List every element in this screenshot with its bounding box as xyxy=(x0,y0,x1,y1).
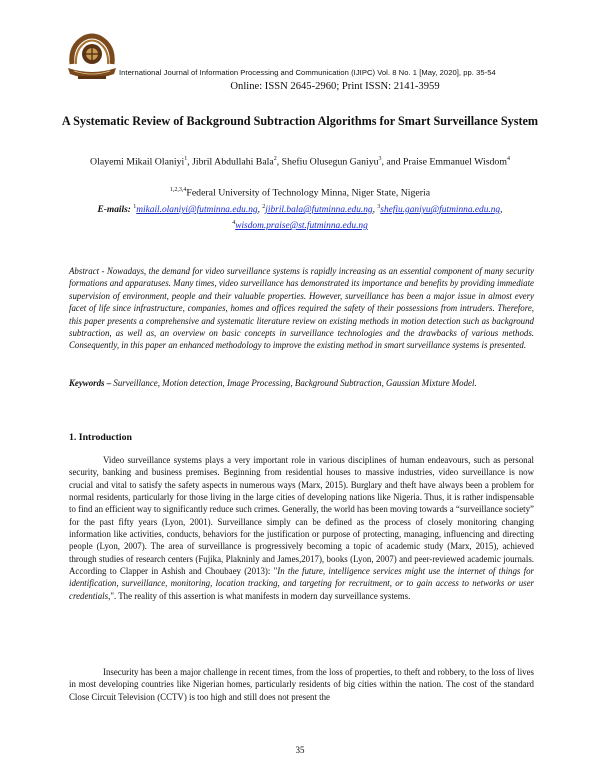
paragraph-text: ". The reality of this assertion is what manifests in modern day surveillance systems. xyxy=(110,590,411,601)
email-link[interactable]: mikail.olaniyi@futminna.edu.ng xyxy=(136,205,258,216)
email-superscript: 2 xyxy=(262,204,266,210)
author-superscript: 3 xyxy=(378,156,382,162)
author-name: Praise Emmanuel Wisdom xyxy=(403,156,507,168)
keywords xyxy=(69,377,534,389)
author-superscript: 1 xyxy=(184,156,188,162)
author-name: Jibril Abdullahi Bala xyxy=(192,156,274,168)
email-link[interactable]: jibril.bala@futminna.edu.ng xyxy=(265,205,373,216)
email-list: E-mails: $^1$mikail.olaniyi@futminna.edu.ng, $^2$jibril.bala@futminna.edu.ng, $^3$shefiu.ganiyu@futminna.edu.ng, $^4$wisdom.praise@st.futminna.edu.ng xyxy=(97,204,503,232)
email-link[interactable]: shefiu.ganiyu@futminna.edu.ng xyxy=(380,205,501,216)
body-paragraph xyxy=(69,454,534,602)
email-superscript: 1 xyxy=(133,204,137,210)
email-superscript: 4 xyxy=(232,220,236,227)
affiliation-superscript: 1,2,3,4 xyxy=(169,187,187,193)
keywords-text: Surveillance, Motion detection, Image Processing, Background Subtraction, Gaussian Mixture Model. xyxy=(113,378,477,388)
journal-citation-line: International Journal of Information Processing and Communication (IJIPC) Vol. 8 No. 1 [May, 2020], pp. 35-54 xyxy=(119,68,496,77)
emails-label: E-mails: xyxy=(97,205,131,216)
affiliation-text: Federal University of Technology Minna, Niger State, Nigeria xyxy=(186,187,431,199)
journal-seal-logo-icon xyxy=(66,30,118,84)
abstract: Abstract - Nowadays, the demand for video surveillance systems is rapidly increasing as an essential component of many security formations and apparatuses. Many times, video surveillance has demonstrated its importance and benefits by providing immediate supervision of environment, people and their valuable properties. However, surveillance has been a major issue in almost every facet of life since infrastructure, companies, homes and offices required the safety of their possessions from intruders. Therefore, this paper presents a comprehensive and systematic literature review on existing methods in motion detection such as background subtraction, as well as, an overview on basic concepts in surveillance technologies and the drawbacks of various methods. Consequently, in this paper an enhanced methodology to improve the existing method in smart surveillance systems is presented. xyxy=(69,266,534,351)
email-link[interactable]: wisdom.praise@st.futminna.edu.ng xyxy=(235,221,368,232)
section-heading: 1. Introduction xyxy=(69,432,132,443)
author-name: Shefiu Olusegun Ganiyu xyxy=(281,156,379,168)
page-number: 35 xyxy=(295,745,305,755)
affiliation xyxy=(0,187,600,198)
quoted-text: In the future, intelligence services might use the internet of things for identification, surveillance, monitoring, location tracking, and targeting for recruitment, or to gain access to networks or user credentials, xyxy=(69,566,534,601)
body-paragraph: Insecurity has been a major challenge in recent times, from the loss of properties, to theft and robbery, to the loss of lives in most developing countries like Nigerian homes, particularly residents of big cities within the nation. The cost of the standard Close Circuit Television (CCTV) is too high and still does not present the xyxy=(69,667,534,702)
author-superscript: 2 xyxy=(273,156,277,162)
paragraph-text: Video surveillance systems plays a very important role in various disciplines of human endeavours, such as personal security, banking and business premises. Beginning from residential houses to massive industries, video surveillance is now crucial and vital to satisfy the safety aspects in numerous ways (Marx, 2015). Burglary and theft have always been a problem for normal residents, particularly for those living in the large cities of developing nations like Nigeria. Thus, it is rather indispensable to find an efficient way to significantly reduce such crimes. Generally, the world has been moving towards a “surveillance society” for the past fifty years (Lyon, 2001). Surveillance simply can be defined as the process of closely monitoring changing information like activities, conducts, behaviors for the justification or purpose of protecting, managing, influencing and directing people (Lyon, 2007). The area of surveillance is progressively becoming a topic of academic study (Marx, 2015), achieved through studies of research centers (Fujika, Plakninly and James,2017), books (Lyon, 2007) and peer-reviewed academic journals. According to Clapper in Ashish and Choubaey (2013): " xyxy=(69,455,534,577)
keywords-label: Keywords – xyxy=(69,378,112,388)
author-list xyxy=(0,156,600,167)
author-separator: , xyxy=(276,156,282,168)
email-superscript: 3 xyxy=(377,204,381,210)
author-separator: , xyxy=(187,156,193,168)
author-name: Olayemi Mikail Olaniyi xyxy=(90,156,185,168)
author-superscript: 4 xyxy=(506,156,510,162)
paper-title: A Systematic Review of Background Subtraction Algorithms for Smart Surveillance System xyxy=(61,114,539,128)
author-separator: , and xyxy=(381,156,404,168)
issn-line: Online: ISSN 2645-2960; Print ISSN: 2141-3959 xyxy=(230,81,440,92)
